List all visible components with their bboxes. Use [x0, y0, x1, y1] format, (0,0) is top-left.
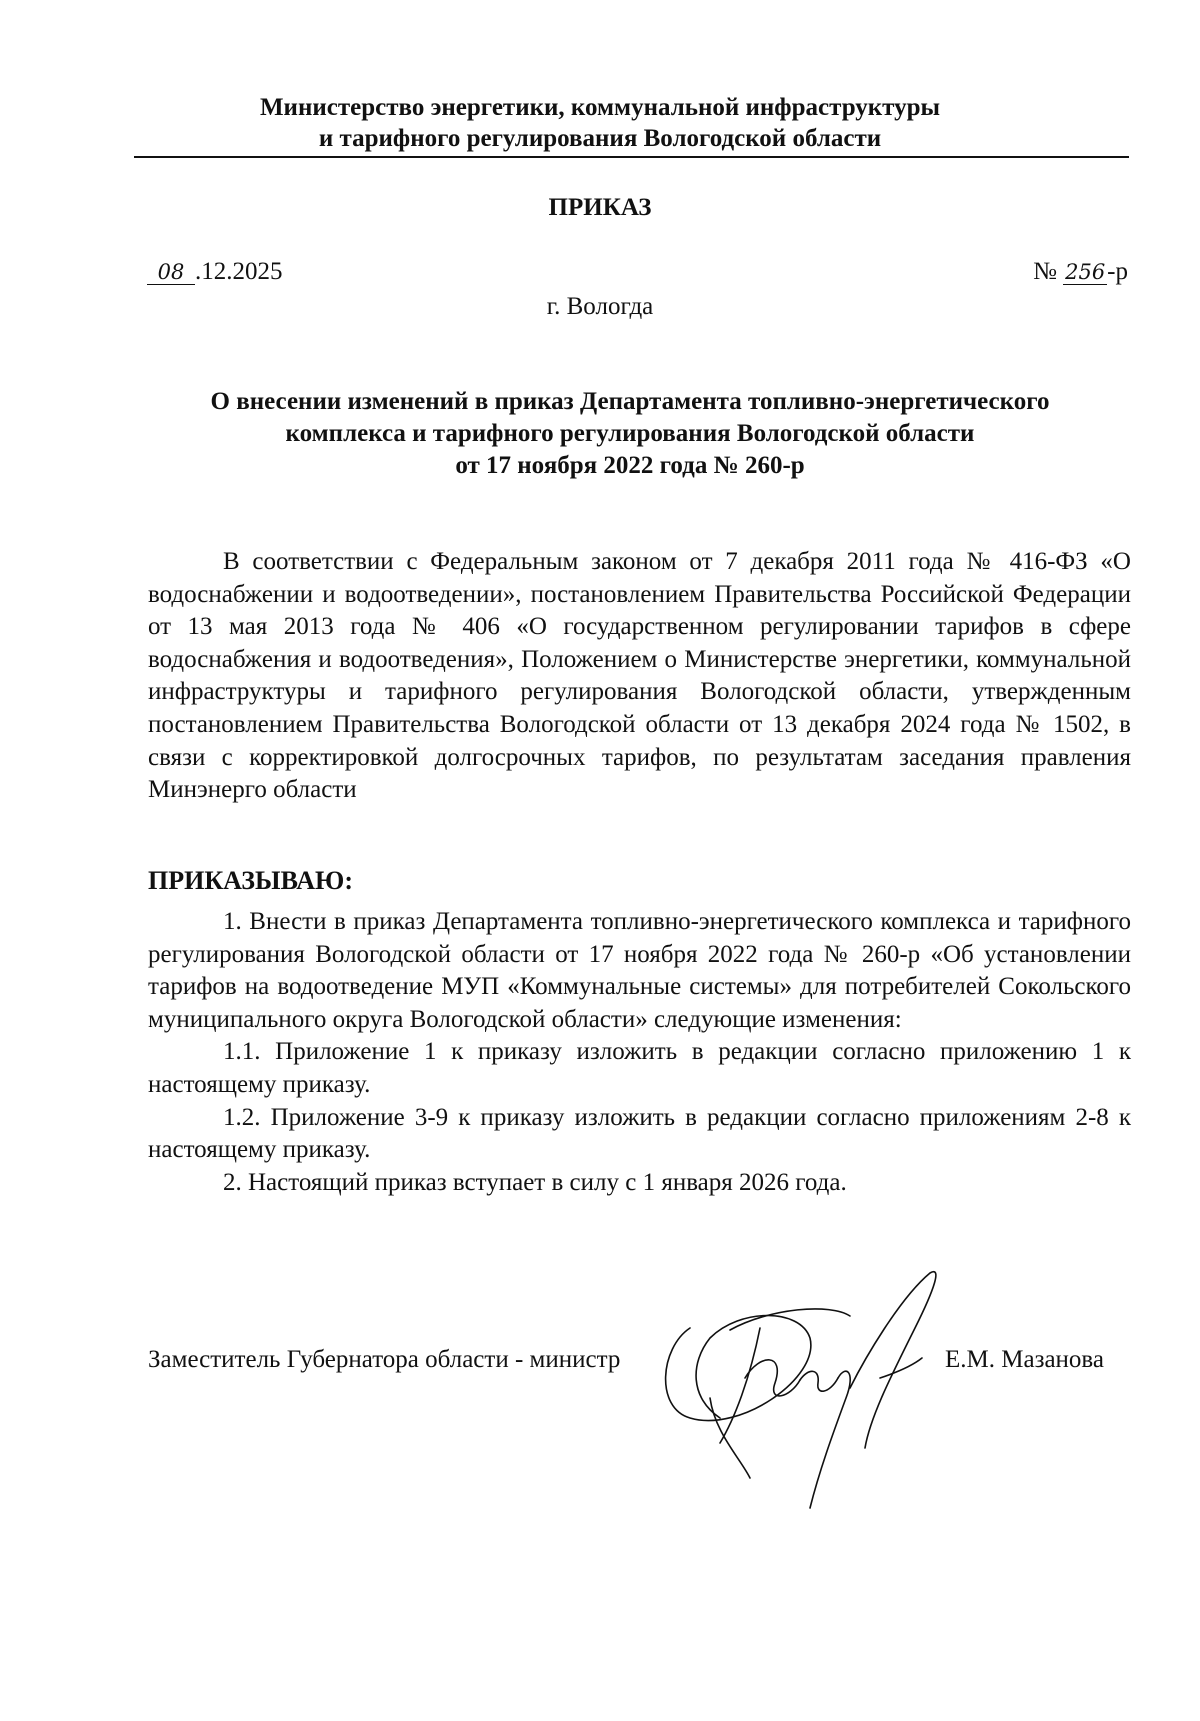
signer-name: Е.М. Мазанова: [945, 1346, 1104, 1373]
date-day-handwritten: 08: [147, 260, 195, 285]
document-number: [1033, 258, 1128, 286]
organization-line-1: Министерство энергетики, коммунальной инфраструктуры: [259, 94, 941, 121]
document-city: г. Вологда: [546, 293, 654, 320]
order-item-1-1: 1.1. Приложение 1 к приказу изложить в редакции согласно приложению 1 к настоящему приказу.: [148, 1038, 1131, 1098]
document-title: [140, 386, 1120, 482]
title-line-2: комплекса и тарифного регулирования Вологодской области: [285, 420, 975, 447]
signer-position: Заместитель Губернатора области - министр: [148, 1346, 621, 1373]
order-items: [148, 906, 1131, 1199]
handwritten-signature: [650, 1268, 980, 1528]
title-line-3: от 17 ноября 2022 года № 260-р: [455, 452, 805, 479]
order-item-1: 1. Внести в приказ Департамента топливно-энергетического комплекса и тарифного регулирования Вологодской области от 17 ноября 2022 года № 260-р «Об установлении тарифов на водоотведение МУП «Коммунальные системы» для потребителей Сокольского муниципального округа Вологодской области» следующие изменения:: [148, 908, 1131, 1033]
order-item-1-2: 1.2. Приложение 3-9 к приказу изложить в редакции согласно приложениям 2-8 к настоящему приказу.: [148, 1103, 1131, 1164]
number-handwritten: 256: [1065, 260, 1106, 284]
number-suffix: -р: [1107, 258, 1128, 285]
date-rest: .12.2025: [195, 258, 283, 285]
organization-line-2: и тарифного регулирования Вологодской области: [318, 125, 882, 152]
document-date: [147, 258, 283, 286]
organization-header: [0, 92, 1200, 154]
preamble-paragraph: В соответствии с Федеральным законом от 7 декабря 2011 года № 416-ФЗ «О водоснабжении и водоотведении», постановлением Правительства Российской Федерации от 13 мая 2013 года № 406 «О государственном регулировании тарифов в сфере водоснабжения и водоотведения», Положением о Министерстве энергетики, коммунальной инфраструктуры и тарифного регулирования Вологодской области, утвержденным постановлением Правительства Вологодской области от 13 декабря 2024 года № 1502, в связи с корректировкой долгосрочных тарифов, по результатам заседания правления Минэнерго области: [148, 548, 1131, 804]
header-rule: [134, 156, 1129, 158]
document-type: ПРИКАЗ: [548, 194, 652, 221]
order-item-2: 2. Настоящий приказ вступает в силу с 1 января 2026 года.: [223, 1168, 847, 1196]
number-prefix: №: [1033, 258, 1057, 285]
title-line-1: О внесении изменений в приказ Департамента топливно-энергетического: [210, 388, 1050, 415]
order-word: ПРИКАЗЫВАЮ:: [148, 866, 353, 895]
